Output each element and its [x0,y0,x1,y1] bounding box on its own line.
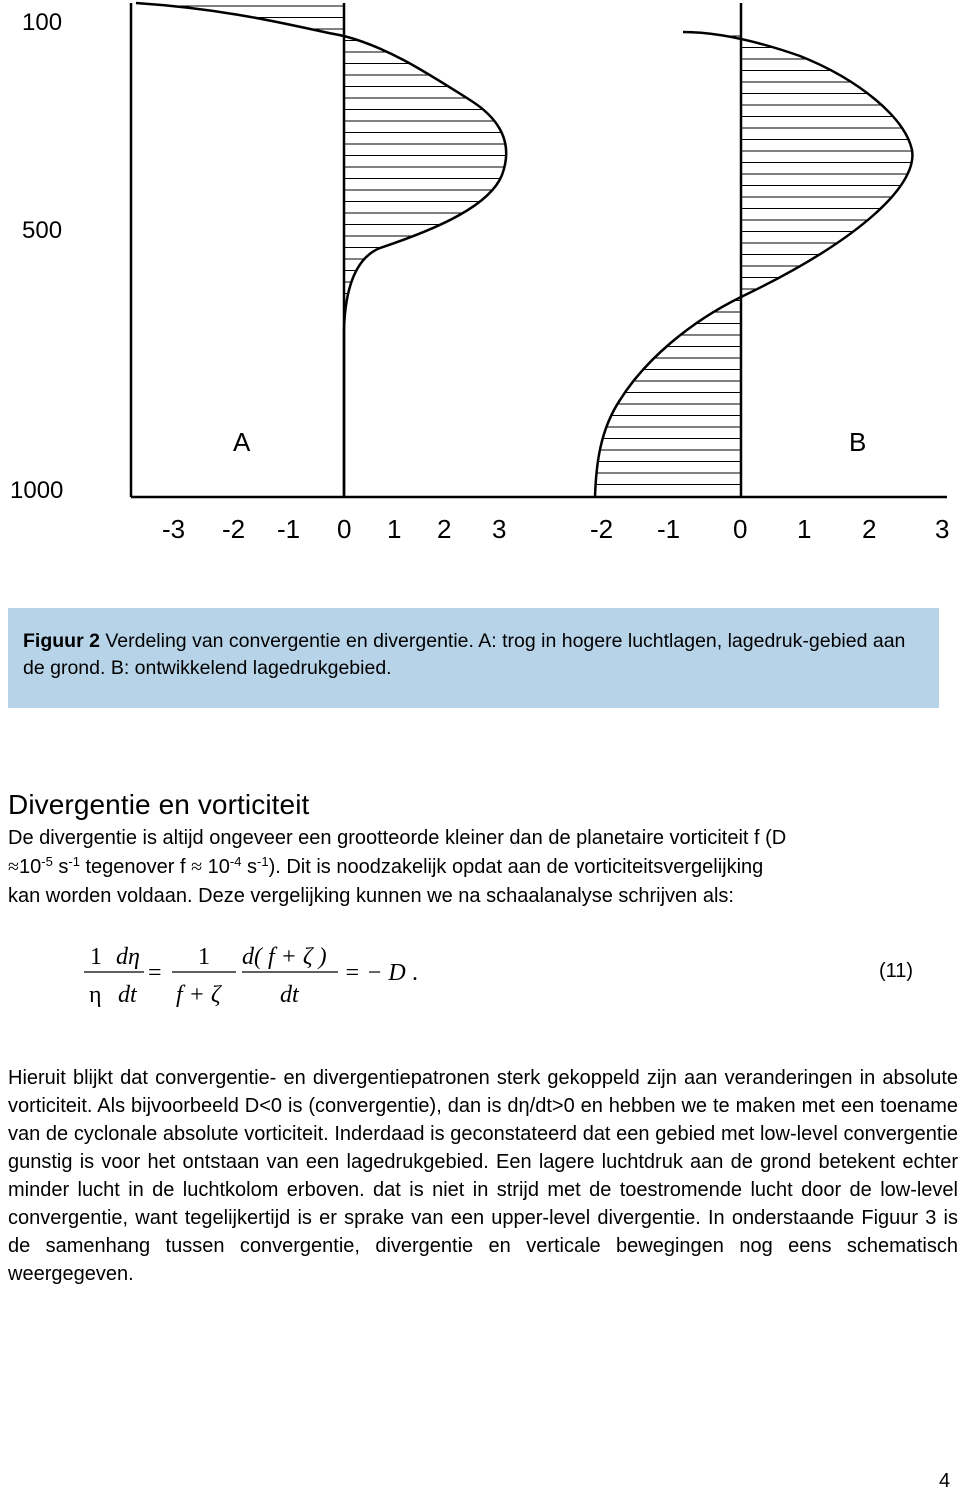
panel-a-x-ticks [162,514,506,544]
tick-b-neg2: -2 [590,514,614,544]
intro-line-1: De divergentie is altijd ongeveer een grootteorde kleiner dan de planetaire vorticiteit f (D [8,827,787,849]
eq-period: . [412,960,418,986]
tick-b-neg1: -1 [657,514,681,544]
intro-line-3: kan worden voldaan. Deze vergelijking kunnen we na schaalanalyse schrijven als: [8,885,734,907]
body-paragraph: Hieruit blijkt dat convergentie- en divergentiepatronen sterk gekoppeld zijn aan veranderingen in absolute vorticiteit. Als bijvoorbeeld D<0 is (convergentie), dan is dη/dt>0 en hebben we te maken met een toename van de cyclonale absolute vorticiteit. Inderdaad is geconstateerd dat een gebied met low-level convergentie gunstig is voor het ontstaan van een lagedrukgebied. Een lagere luchtdruk aan de grond betekent echter minder lucht in de luchtkolom erboven. dat is niet in strijd met de toestromende lucht door de low-level convergentie, want tegelijkertijd is er sprake van een upper-level divergentie. In onderstaande Figuur 3 is de samenhang tussen convergentie, divergentie en verticale bewegingen nog eens schematisch weergegeven. [8,1067,958,1285]
eq-dt-a: dt [118,982,137,1008]
intro-mid-text: tegenover f [79,856,192,878]
panel-a-label: A [233,427,251,457]
equation-number: (11) [879,960,914,982]
panel-b-hatching [596,36,913,485]
tick-a-3: 3 [492,514,507,544]
eq-eta: η [89,982,102,1008]
eq-equals-1: = [148,960,162,986]
value-exponent: -5 [41,854,53,869]
value-exponent: -4 [229,854,242,869]
eq-dt-b: dt [280,982,299,1008]
tick-a-1: 1 [387,514,402,544]
value-base: 10 [18,856,42,878]
eq-minus-d: = − D [344,960,406,986]
page-number: 4 [939,1470,951,1492]
eq-d-f-plus-zeta: d( f + ζ ) [242,944,327,970]
caption-text: Verdeling van convergentie en divergentie. A: trog in hogere luchtlagen, lagedruk-gebied aan de grond. B: ontwikkelend lagedrukgebied. [23,630,906,679]
tick-b-3: 3 [935,514,950,544]
eq-d-eta: dη [116,944,140,970]
y-label-1000: 1000 [10,477,64,504]
divergence-profile-figure [0,0,960,590]
eq-one-b: 1 [198,944,210,970]
y-label-500: 500 [22,217,63,244]
unit: s [241,856,258,878]
unit-exponent: -1 [68,854,80,869]
value-base: 10 [202,856,230,878]
intro-paragraph [8,824,958,911]
y-label-100: 100 [22,9,63,36]
approx-symbol: ≈ [191,856,203,878]
caption-prefix: Figuur 2 [23,630,100,652]
tick-a-neg3: -3 [162,514,186,544]
tick-b-2: 2 [862,514,877,544]
panel-a-profile-curve [136,3,506,497]
approx-symbol: ≈ [8,856,19,878]
unit: s [52,856,69,878]
tick-a-neg1: -1 [277,514,301,544]
unit-exponent: -1 [257,854,269,869]
eq-one-a: 1 [90,944,102,970]
intro-rest-text: ). Dit is noodzakelijk opdat aan de vorticiteitsvergelijking [268,856,764,878]
intro-line-2 [8,853,958,882]
eq-f-plus-zeta: f + ζ [176,982,221,1008]
figure-caption [23,628,923,682]
tick-b-1: 1 [797,514,812,544]
panel-b-label: B [849,427,867,457]
panel-a-hatching [172,6,506,294]
tick-b-0: 0 [733,514,748,544]
tick-a-2: 2 [437,514,452,544]
tick-a-0: 0 [337,514,352,544]
panel-b-x-ticks [590,514,949,544]
vorticity-equation [0,930,960,1010]
tick-a-neg2: -2 [222,514,246,544]
section-heading: Divergentie en vorticiteit [8,789,310,820]
